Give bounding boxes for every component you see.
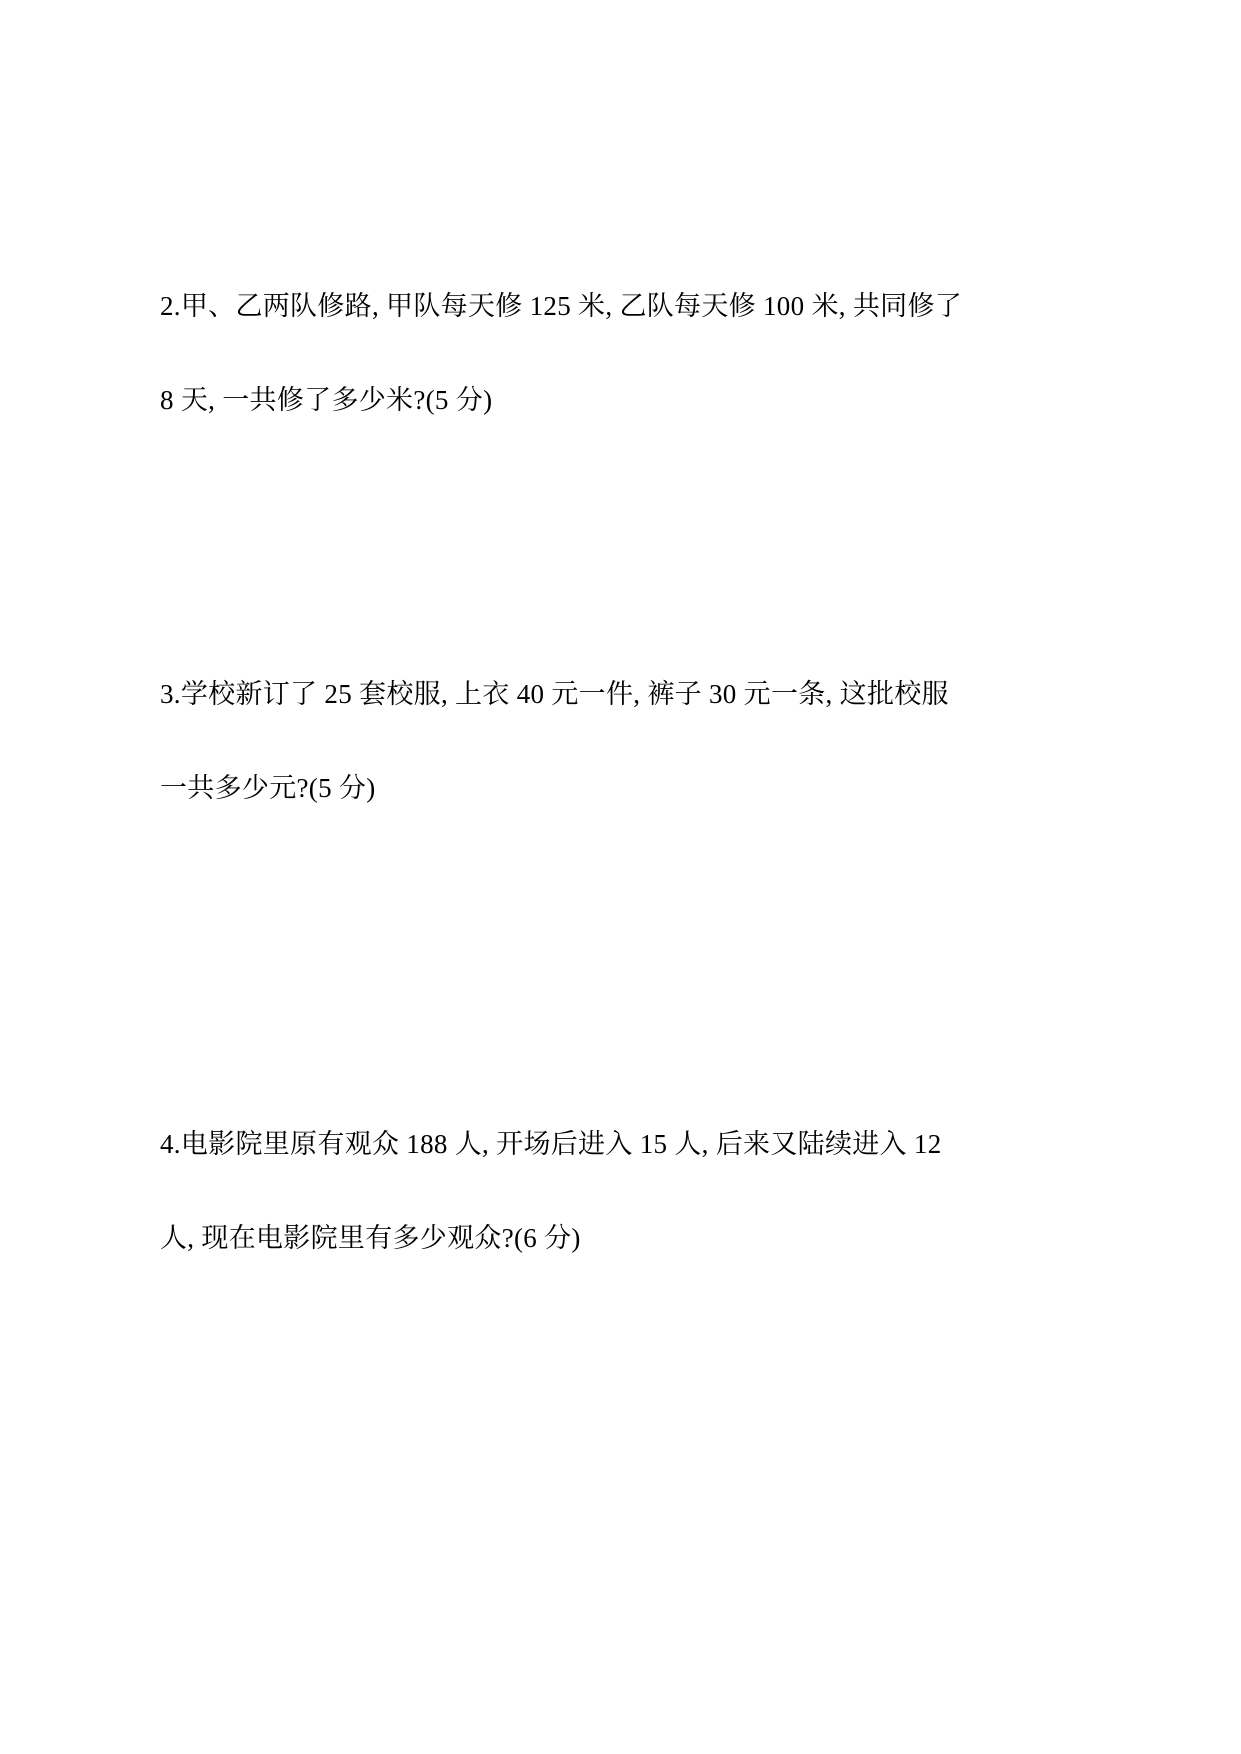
problem-3 bbox=[160, 678, 1111, 806]
problem-2 bbox=[160, 290, 1111, 418]
problem-4-line-1: 4.电影院里原有观众 188 人, 开场后进入 15 人, 后来又陆续进入 12 bbox=[160, 1129, 942, 1159]
problem-4-line-2: 人, 现在电影院里有多少观众?(6 分) bbox=[160, 1222, 581, 1253]
problem-2-line-1: 2.甲、乙两队修路, 甲队每天修 125 米, 乙队每天修 100 米, 共同修了 bbox=[160, 291, 963, 321]
problem-4 bbox=[160, 1128, 1111, 1256]
problem-3-line-2: 一共多少元?(5 分) bbox=[160, 772, 376, 803]
problem-3-line-1: 3.学校新订了 25 套校服, 上衣 40 元一件, 裤子 30 元一条, 这批校服 bbox=[160, 679, 949, 709]
problem-2-line-2: 8 天, 一共修了多少米?(5 分) bbox=[160, 384, 493, 415]
